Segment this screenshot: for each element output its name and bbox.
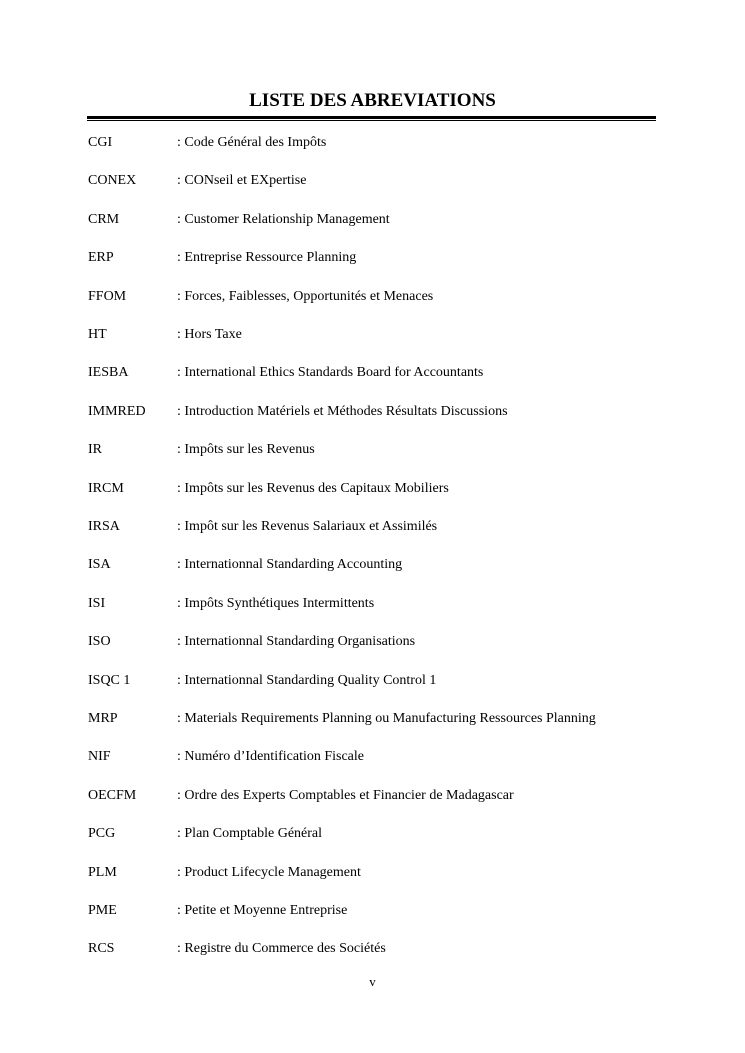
abbreviation-code: RCS [88, 941, 115, 956]
abbreviation-row [88, 786, 658, 806]
abbreviation-row [88, 517, 658, 537]
abbreviation-definition: : Numéro d’Identification Fiscale [177, 749, 364, 764]
abbreviation-code: PME [88, 903, 117, 918]
abbreviation-code: ISI [88, 596, 106, 611]
abbreviation-definition: : Internationnal Standarding Quality Control 1 [177, 673, 437, 688]
abbreviation-row [88, 901, 658, 921]
abbreviation-code: CRM [88, 212, 120, 227]
abbreviation-code: HT [88, 327, 107, 342]
page-number: v [369, 974, 376, 989]
abbreviation-row [88, 325, 658, 345]
abbreviation-row [88, 747, 658, 767]
abbreviation-definition: : Entreprise Ressource Planning [177, 250, 357, 265]
abbreviation-code: MRP [88, 711, 118, 726]
abbreviation-code: ISQC 1 [88, 673, 131, 688]
abbreviation-definition: : Customer Relationship Management [177, 212, 390, 227]
abbreviation-row [88, 939, 658, 959]
abbreviation-definition: : Ordre des Experts Comptables et Financier de Madagascar [177, 788, 514, 803]
abbreviation-code: IRSA [88, 519, 120, 534]
abbreviation-definition: : Materials Requirements Planning ou Manufacturing Ressources Planning [177, 711, 596, 726]
abbreviation-row [88, 824, 658, 844]
abbreviation-code: CGI [88, 135, 113, 150]
abbreviation-definition: : Impôt sur les Revenus Salariaux et Assimilés [177, 519, 438, 534]
abbreviation-row [88, 133, 658, 153]
abbreviation-row [88, 363, 658, 383]
abbreviation-code: ISO [88, 634, 111, 649]
abbreviation-code: PLM [88, 865, 117, 880]
abbreviation-code: FFOM [88, 289, 127, 304]
abbreviation-row [88, 440, 658, 460]
page-title: LISTE DES ABREVIATIONS [249, 90, 496, 111]
abbreviation-definition: : Product Lifecycle Management [177, 865, 361, 880]
abbreviation-row [88, 671, 658, 691]
abbreviation-code: IR [88, 442, 102, 457]
abbreviation-definition: : Plan Comptable Général [177, 826, 323, 841]
abbreviation-definition: : Forces, Faiblesses, Opportunités et Menaces [177, 289, 434, 304]
abbreviation-row [88, 402, 658, 422]
abbreviation-row [88, 287, 658, 307]
abbreviation-code: NIF [88, 749, 111, 764]
abbreviation-definition: : Hors Taxe [177, 327, 242, 342]
abbreviation-definition: : CONseil et EXpertise [177, 173, 307, 188]
abbreviation-code: IRCM [88, 481, 124, 496]
abbreviation-code: CONEX [88, 173, 137, 188]
abbreviation-code: IESBA [88, 365, 129, 380]
abbreviation-definition: : Internationnal Standarding Organisations [177, 634, 416, 649]
abbreviation-row [88, 248, 658, 268]
abbreviation-definition: : Introduction Matériels et Méthodes Résultats Discussions [177, 404, 508, 419]
abbreviation-definition: : International Ethics Standards Board for Accountants [177, 365, 484, 380]
abbreviation-row [88, 479, 658, 499]
abbreviation-code: ISA [88, 557, 111, 572]
abbreviation-row [88, 632, 658, 652]
abbreviation-code: PCG [88, 826, 116, 841]
abbreviation-row [88, 555, 658, 575]
abbreviation-code: ERP [88, 250, 114, 265]
abbreviation-row [88, 863, 658, 883]
abbreviation-definition: : Impôts Synthétiques Intermittents [177, 596, 375, 611]
abbreviation-row [88, 594, 658, 614]
abbreviation-definition: : Registre du Commerce des Sociétés [177, 941, 386, 956]
abbreviation-definition: : Petite et Moyenne Entreprise [177, 903, 348, 918]
abbreviation-code: IMMRED [88, 404, 146, 419]
abbreviation-code: OECFM [88, 788, 137, 803]
abbreviation-row [88, 709, 658, 729]
abbreviation-row [88, 210, 658, 230]
abbreviation-definition: : Code Général des Impôts [177, 135, 327, 150]
abbreviation-row [88, 171, 658, 191]
abbreviation-definition: : Impôts sur les Revenus [177, 442, 315, 457]
abbreviation-definition: : Impôts sur les Revenus des Capitaux Mobiliers [177, 481, 449, 496]
abbreviation-definition: : Internationnal Standarding Accounting [177, 557, 403, 572]
